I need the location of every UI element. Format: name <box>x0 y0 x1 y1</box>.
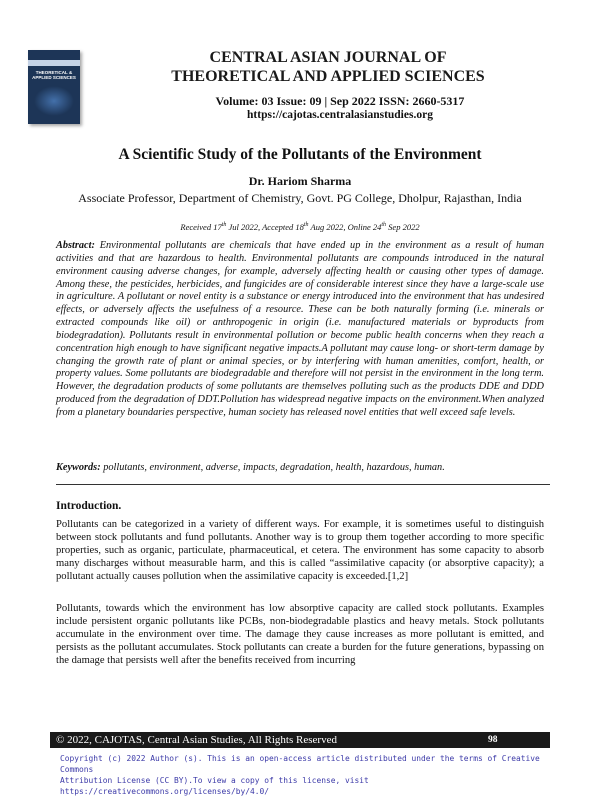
intro-paragraph-1: Pollutants can be categorized in a variety of different ways. For example, it is sometimes useful to distinguish between stock pollutants and fund pollutants. Another way is to group them together according to more specific properties, such as organic, particulate, pharmaceutical, et cetera. The environment has some capacity to absorb many discharges without measurable harm, and this is called “assimilative capacity (or absorptive capacity); a pollutant actually causes pollution when the assimilative capacity is exceeded.[1,2] <box>56 519 544 582</box>
keywords <box>56 462 544 473</box>
cover-title: THEORETICAL & APPLIED SCIENCES <box>32 70 76 80</box>
keywords-label: Keywords: <box>56 462 101 473</box>
author-name: Dr. Hariom Sharma <box>248 174 352 188</box>
cover-band <box>28 60 80 66</box>
section-divider <box>56 484 550 485</box>
ordinal-suffix: th <box>221 222 227 229</box>
volume-issue-line: Volume: 03 Issue: 09 | Sep 2022 ISSN: 2660-5317 <box>215 94 465 108</box>
date-tail-text: Sep 2022 <box>386 222 420 232</box>
journal-cover-image <box>28 50 80 124</box>
cover-graphic <box>34 86 74 116</box>
accepted-date-text: Jul 2022, Accepted 18 <box>226 222 304 232</box>
footer-copyright: © 2022, CAJOTAS, Central Asian Studies, All Rights Reserved <box>56 734 337 746</box>
license-notice <box>60 753 550 797</box>
intro-paragraph-2: Pollutants, towards which the environment has low absorptive capacity are called stock pollutants. Examples include persistent organic pollutants like PCBs, non-biodegradable plastics and heavy metals. Stock pollutants accumulate in the environment over time. The damage they cause increases as more pollutant is emitted, and persists as the pollutant accumulates. Stock pollutants can create a burden for the future generations, bypassing on the damage that persists well after the benefits received from incurring <box>56 603 544 666</box>
abstract-text: Environmental pollutants are chemicals that have ended up in the environment as a result of human activities and that are hazardous to health. Environmental pollutants are compounds introduced in the natural environment causing adverse changes, for example, adversely affecting health or causing other types of damage. Among these, the pesticides, herbicides, and fungicides are of considerable interest since they have a large-scale use in agriculture. A pollutant or novel entity is a substance or energy introduced into the environment that has undesired effects, or adversely affects the usefulness of a resource. These can be both naturally forming (i.e. minerals or extracted compounds like oil) or anthropogenic in origin (i.e. manufactured materials or byproducts from biodegradation). Pollutants result in environmental pollution or become public health concerns when they reach a concentration high enough to have significant negative impacts.A pollutant may cause long- or short-term damage by changing the growth rate of plant or animal species, or by interfering with human amenities, comfort, health, or property values. Some pollutants are biodegradable and therefore will not persist in the environment in the long term. However, the degradation products of some pollutants are themselves polluting such as the products DDE and DDD produced from the degradation of DDT.Pollution has widespread negative impacts on the environment.When analyzed from a planetary boundaries perspective, human society has released novel entities that well exceed safe levels. <box>56 240 544 418</box>
introduction-heading: Introduction. <box>56 500 122 512</box>
ordinal-suffix: th <box>381 222 387 229</box>
author-affiliation: Associate Professor, Department of Chemistry, Govt. PG College, Dholpur, Rajasthan, India <box>78 191 522 205</box>
received-date-text: Received 17 <box>180 222 222 232</box>
journal-url[interactable]: https://cajotas.centralasianstudies.org <box>247 109 433 121</box>
online-date-text: Aug 2022, Online 24 <box>308 222 382 232</box>
license-line-1: Copyright (c) 2022 Author (s). This is an open-access article distributed under the terms of Creative Commons <box>60 754 540 774</box>
received-dates <box>40 222 560 232</box>
ordinal-suffix: th <box>303 222 309 229</box>
page-number: 98 <box>488 735 498 745</box>
abstract <box>56 240 544 420</box>
keywords-text: pollutants, environment, adverse, impacts, degradation, health, hazardous, human. <box>103 462 445 473</box>
license-line-2[interactable]: Attribution License (CC BY).To view a copy of this license, visit https://creativecommons.org/licenses/by/4.0/ <box>60 776 369 796</box>
journal-title: CENTRAL ASIAN JOURNAL OF THEORETICAL AND APPLIED SCIENCES <box>171 49 485 85</box>
abstract-label: Abstract: <box>56 240 95 251</box>
footer-bar <box>50 732 550 748</box>
paper-title: A Scientific Study of the Pollutants of the Environment <box>118 146 482 163</box>
